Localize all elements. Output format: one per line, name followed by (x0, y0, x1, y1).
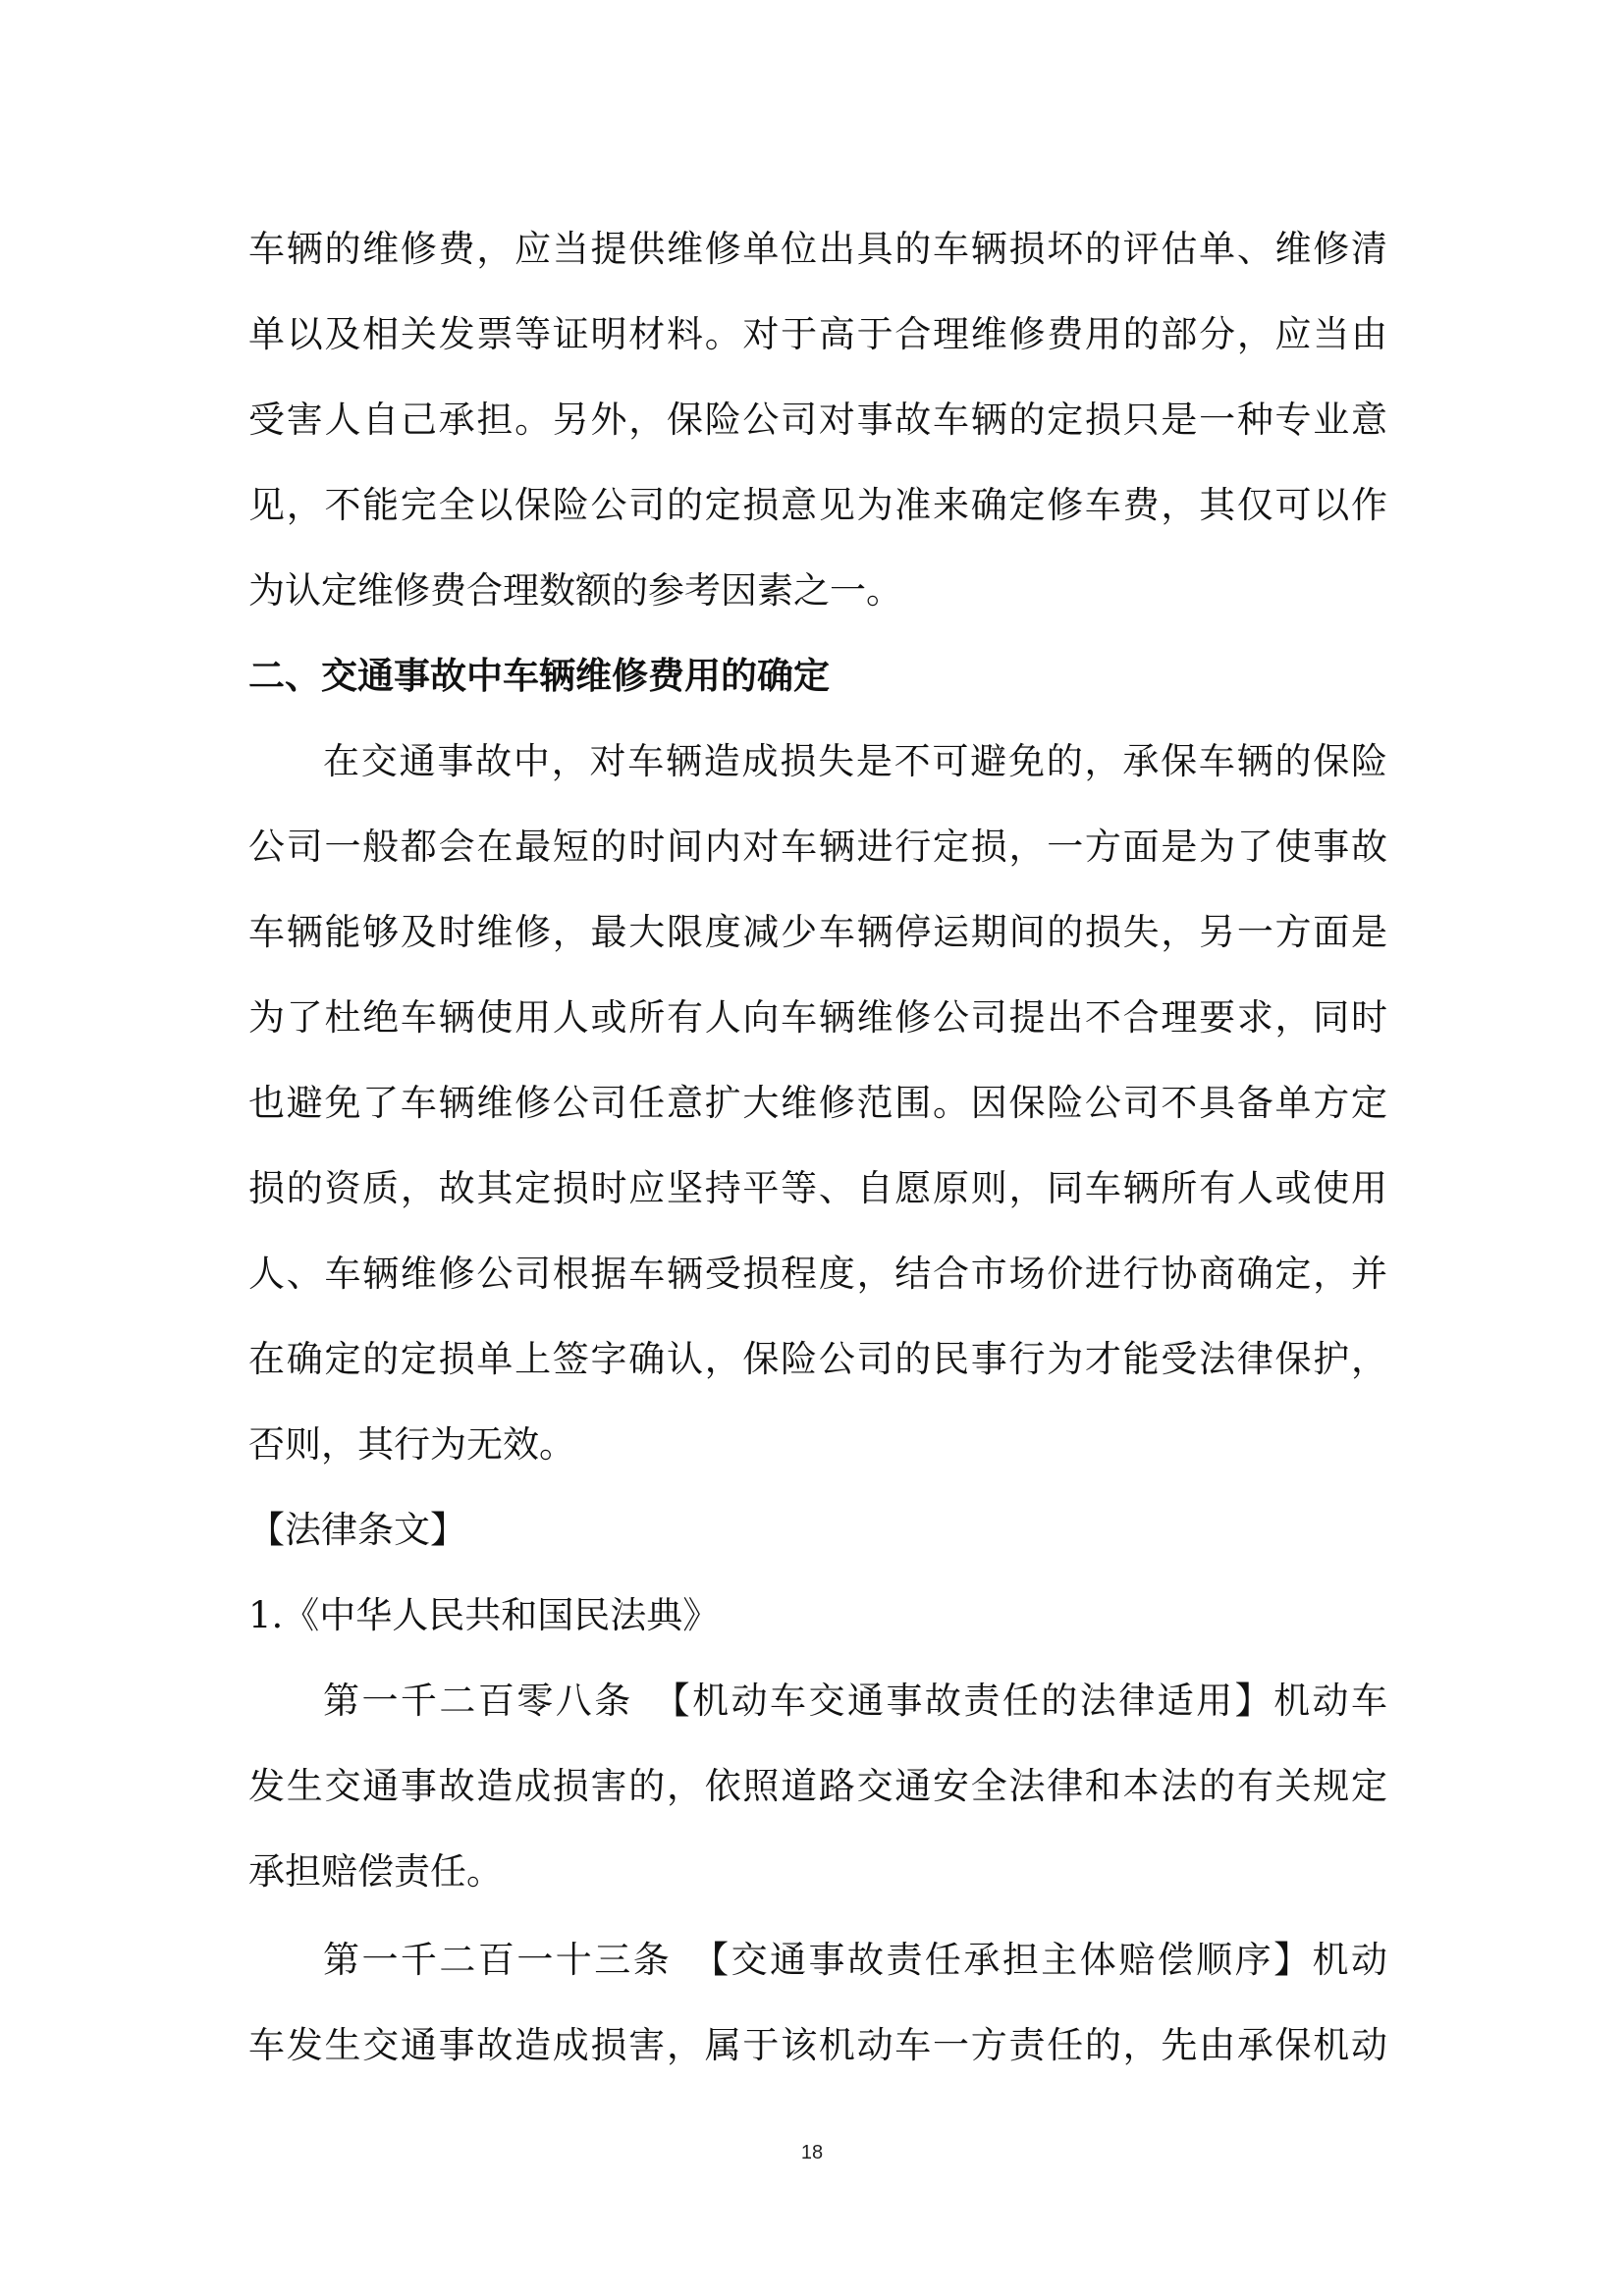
text-line: 否则，其行为无效。 (248, 1423, 575, 1466)
text-line: 人、车辆维修公司根据车辆受损程度，结合市场价进行协商确定，并 (248, 1253, 1387, 1295)
law-label: 【法律条文】 (248, 1509, 466, 1551)
section-heading: 二、交通事故中车辆维修费用的确定 (248, 655, 830, 697)
text-line: 车发生交通事故造成损害，属于该机动车一方责任的，先由承保机动 (248, 2024, 1387, 2066)
page-content (248, 206, 1387, 2088)
text-line: 车辆能够及时维修，最大限度减少车辆停运期间的损失，另一方面是 (248, 911, 1387, 953)
text-line: 发生交通事故造成损害的，依照道路交通安全法律和本法的有关规定 (248, 1765, 1387, 1807)
text-line: 承担赔偿责任。 (248, 1850, 503, 1893)
article-1213 (248, 1917, 1387, 2088)
page-number: 18 (800, 2142, 824, 2163)
paragraph-vehicle-repair-cost (248, 206, 1387, 633)
law-source-title: 1.《中华人民共和国民法典》 (248, 1594, 720, 1636)
text-line: 单以及相关发票等证明材料。对于高于合理维修费用的部分，应当由 (248, 313, 1387, 355)
text-line: 公司一般都会在最短的时间内对车辆进行定损，一方面是为了使事故 (248, 826, 1387, 868)
paragraph-loss-assessment (248, 719, 1387, 1487)
text-line: 第一千二百一十三条 【交通事故责任承担主体赔偿顺序】机动 (323, 1939, 1387, 1981)
text-line: 为认定维修费合理数额的参考因素之一。 (248, 569, 902, 612)
text-line: 为了杜绝车辆使用人或所有人向车辆维修公司提出不合理要求，同时 (248, 996, 1387, 1039)
text-line: 见，不能完全以保险公司的定损意见为准来确定修车费，其仅可以作 (248, 484, 1387, 526)
text-line: 车辆的维修费，应当提供维修单位出具的车辆损坏的评估单、维修清 (248, 228, 1387, 270)
text-line: 受害人自己承担。另外，保险公司对事故车辆的定损只是一种专业意 (248, 399, 1387, 441)
article-1208 (248, 1658, 1387, 1914)
text-line: 也避免了车辆维修公司任意扩大维修范围。因保险公司不具备单方定 (248, 1082, 1387, 1124)
text-line: 损的资质，故其定损时应坚持平等、自愿原则，同车辆所有人或使用 (248, 1167, 1387, 1209)
text-line: 在确定的定损单上签字确认，保险公司的民事行为才能受法律保护， (248, 1338, 1387, 1380)
text-line: 在交通事故中，对车辆造成损失是不可避免的，承保车辆的保险 (323, 740, 1387, 782)
text-line: 第一千二百零八条 【机动车交通事故责任的法律适用】机动车 (323, 1680, 1387, 1722)
